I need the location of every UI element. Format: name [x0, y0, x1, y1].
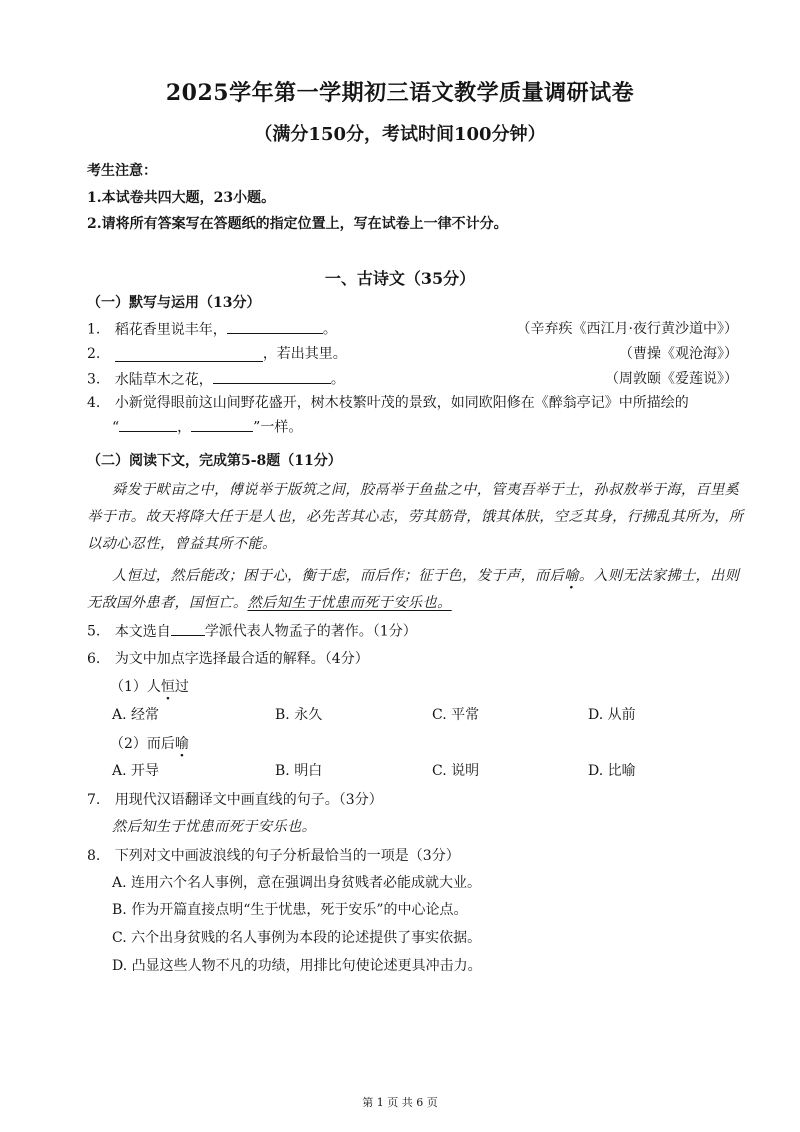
question-text: ，若出其里。 — [262, 346, 347, 362]
open-quote: “ — [112, 419, 120, 436]
question-6-sub2 — [110, 733, 189, 753]
notice-heading: 考生注意： — [87, 163, 157, 179]
passage-text: 。入则无法家拂士，出则 — [578, 568, 740, 584]
passage-line: 举于市。故天将降大任于是人也，必先苦其心志，劳其筋骨，饿其体肤，空乏其身，行拂乱其所为，所 — [87, 509, 744, 525]
question-number: 8. — [87, 848, 101, 864]
question-2-source: （曹操《观沧海》） — [619, 346, 738, 362]
sub-question-label: 过 — [174, 679, 189, 695]
question-text: 本文选自 — [114, 623, 171, 640]
question-3 — [87, 368, 345, 389]
question-number: 6. — [87, 651, 101, 667]
question-text: 水陆草木之花， — [114, 371, 213, 388]
underlined-sentence: 然后知生于忧患而死于安乐也。 — [247, 595, 452, 611]
question-3-source: （周敦颐《爱莲说》） — [605, 371, 738, 387]
question-text: 小新觉得眼前这山间野花盛开，树木枝繁叶茂的景致，如同欧阳修在《醉翁亭记》中所描绘的 — [114, 395, 689, 411]
question-number: 2. — [87, 346, 101, 362]
comma: ， — [177, 419, 192, 436]
question-number: 5. — [87, 623, 101, 640]
question-text: 下列对文中画波浪线的句子分析最恰当的一项是（3分） — [114, 848, 460, 864]
question-number: 3. — [87, 371, 101, 388]
answer-blank — [115, 346, 263, 362]
passage-line — [112, 565, 739, 585]
option-b[interactable]: B. 作为开篇直接点明“生于忧患，死于安乐”的中心论点。 — [112, 902, 468, 918]
question-text: 稻花香里说丰年， — [114, 321, 227, 338]
answer-blank — [227, 318, 323, 334]
exam-title: 2025学年第一学期初三语文教学质量调研试卷 — [165, 80, 635, 106]
part1-title: （一）默写与运用（13分） — [87, 295, 261, 311]
question-text: 用现代汉语翻译文中画直线的句子。（3分） — [114, 792, 383, 808]
question-text: 。 — [322, 321, 337, 338]
option-a[interactable]: A. 连用六个名人事例，意在强调出身贫贱者必能成就大业。 — [112, 875, 482, 891]
question-6 — [87, 648, 369, 668]
translation-sentence: 然后知生于忧患而死于安乐也。 — [112, 819, 317, 835]
passage-text: 过，然后能改；困于心，衡于虑，而后作；征于色，发于声，而后 — [141, 568, 565, 584]
option-d[interactable]: D. 凸显这些人物不凡的功绩，用排比句使论述更具冲击力。 — [112, 958, 482, 974]
option-a[interactable]: A. 经常 — [112, 707, 160, 723]
passage-line: 舜发于畎亩之中，傅说举于版筑之间，胶鬲举于鱼盐之中，管夷吾举于士，孙叔敖举于海，百里奚 — [112, 482, 740, 498]
option-c[interactable]: C. 平常 — [432, 707, 480, 723]
question-8 — [87, 845, 460, 865]
question-1-source: （辛弃疾《西江月·夜行黄沙道中》） — [516, 321, 738, 337]
answer-blank — [119, 416, 177, 432]
passage-text: 无敌国外患者，国恒亡。 — [87, 595, 248, 611]
option-b[interactable]: B. 永久 — [275, 707, 323, 723]
question-7 — [87, 789, 383, 809]
dotted-char: 喻 — [564, 568, 579, 584]
passage-line — [87, 592, 452, 612]
question-text: 。 — [330, 371, 345, 388]
passage-line: 以动心忍性，曾益其所不能。 — [87, 536, 277, 552]
sub-question-label: （2）而后 — [110, 736, 175, 752]
question-6-sub1 — [110, 676, 189, 696]
sub-question-label: （1）人 — [110, 679, 161, 695]
close-quote-text: ”一样。 — [253, 419, 303, 436]
answer-blank — [171, 620, 205, 636]
section-title: 一、古诗文（35分） — [324, 269, 476, 288]
notice-item-2: 2.请将所有答案写在答题纸的指定位置上，写在试卷上一律不计分。 — [87, 216, 508, 232]
option-c[interactable]: C. 说明 — [432, 763, 480, 779]
question-text: 学派代表人物孟子的著作。（1分） — [204, 623, 417, 640]
question-number: 7. — [87, 792, 101, 808]
part2-title: （二）阅读下文，完成第5-8题（11分） — [87, 453, 342, 469]
question-text: 为文中加点字选择最合适的解释。（4分） — [114, 651, 369, 667]
option-a[interactable]: A. 开导 — [112, 763, 160, 779]
dotted-char: 恒 — [160, 679, 175, 695]
exam-subtitle: （满分150分，考试时间100分钟） — [254, 124, 546, 145]
question-5 — [87, 620, 417, 641]
question-1 — [87, 318, 337, 339]
option-d[interactable]: D. 从前 — [588, 707, 636, 723]
question-number: 4. — [87, 395, 101, 411]
dotted-char: 恒 — [126, 568, 142, 584]
passage-text: 人 — [112, 568, 127, 584]
answer-blank — [191, 416, 253, 432]
dotted-char: 喻 — [174, 736, 189, 752]
option-d[interactable]: D. 比喻 — [588, 763, 636, 779]
notice-item-1: 1.本试卷共四大题，23小题。 — [87, 190, 276, 206]
page-footer: 第 1 页 共 6 页 — [362, 1096, 438, 1109]
answer-blank — [213, 368, 331, 384]
question-4-blanks — [112, 416, 302, 437]
option-b[interactable]: B. 明白 — [275, 763, 323, 779]
option-c[interactable]: C. 六个出身贫贱的名人事例为本段的论述提供了事实依据。 — [112, 930, 482, 946]
question-2 — [87, 343, 347, 363]
question-number: 1. — [87, 321, 101, 338]
question-4 — [87, 392, 689, 412]
